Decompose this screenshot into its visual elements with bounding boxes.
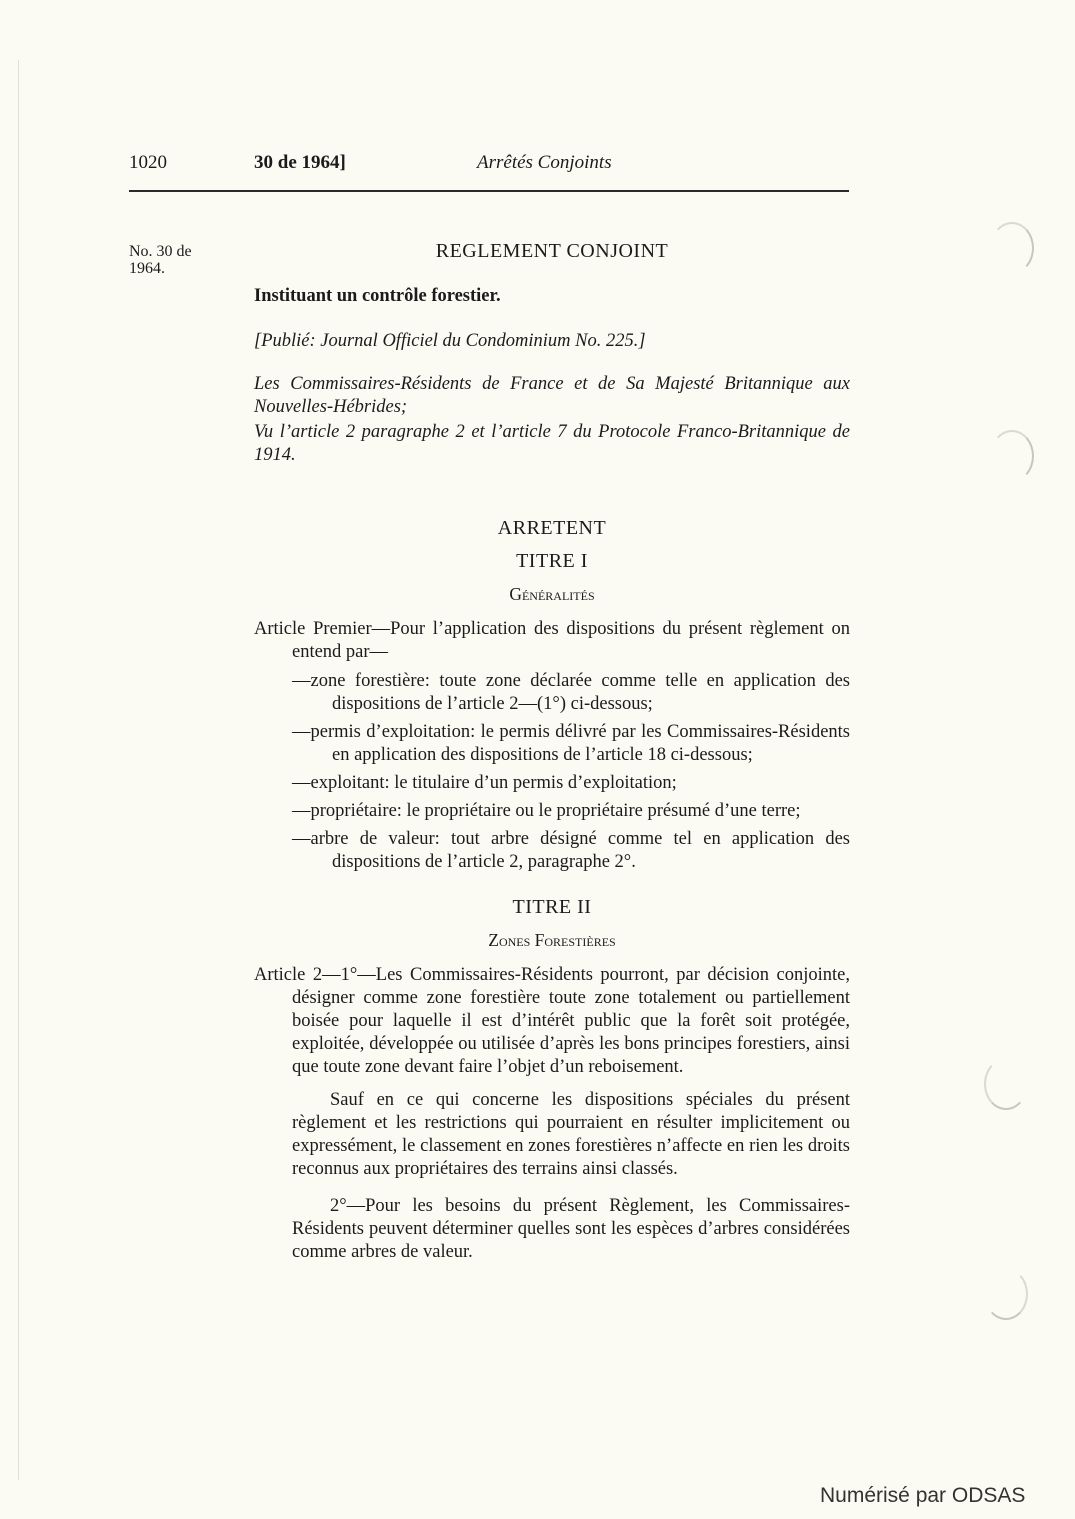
punch-hole [990, 222, 1034, 274]
preamble-text: Vu l’article 2 paragraphe 2 et l’article 7 du Protocole Franco-Britannique de 1914. [254, 422, 850, 465]
definition-item: —zone forestière: toute zone déclarée comme telle en application des dispositions de l’article 2—(1°) ci-dessous; [292, 671, 850, 714]
definition-item: —permis d’exploitation: le permis délivré par les Commissaires-Résidents en application des dispositions de l’article 18 ci-dessous; [292, 722, 850, 765]
titre-1-subheading: Généralités [509, 584, 595, 604]
header-rule [129, 190, 849, 192]
punch-hole [984, 1268, 1028, 1320]
titre-2-subheading: Zones Forestières [488, 930, 616, 950]
page-number: 1020 [129, 152, 167, 173]
header-section-title: Arrêtés Conjoints [477, 152, 612, 173]
definitions-list [254, 670, 850, 874]
titre-2-heading: TITRE II [512, 896, 592, 918]
page-edge-shadow [18, 60, 19, 1480]
document-subtitle: Instituant un contrôle forestier. [254, 286, 501, 306]
definition-item: —exploitant: le titulaire d’un permis d’exploitation; [292, 773, 677, 793]
definition-item: —propriétaire: le propriétaire ou le propriétaire présumé d’une terre; [292, 801, 801, 821]
margin-note-line: 1964. [129, 260, 165, 277]
margin-note [129, 243, 229, 277]
digitization-watermark: Numérisé par ODSAS [820, 1484, 1026, 1507]
article-2: Article 2—1°—Les Commissaires-Résidents pourront, par décision conjointe, désigner comme zone forestière toute zone totalement ou partiellement boisée pour laquelle il est d’intérêt public que la forêt soit protégée, exploitée, développée ou utilisée d’après les bons principes forestiers, ainsi que toute zone devant faire l’objet d’un reboisement. [254, 965, 850, 1077]
arretent-heading: ARRETENT [497, 517, 607, 539]
preamble-protocol [254, 421, 850, 467]
titre-1-heading: TITRE I [516, 550, 588, 572]
article-2-paragraph-2: 2°—Pour les besoins du présent Règlement, les Commissaires-Résidents peuvent déterminer quelles sont les espèces d’arbres considérées comme arbres de valeur. [292, 1196, 850, 1262]
article-2-paragraph: Sauf en ce qui concerne les dispositions spéciales du présent règlement et les restrictions qui pourraient en résulter implicitement ou expressément, le classement en zones forestières n’affecte en rien les droits reconnus aux propriétaires des terrains ainsi classés. [292, 1090, 850, 1179]
publication-note: [Publié: Journal Officiel du Condominium No. 225.] [254, 331, 646, 351]
document-title: REGLEMENT CONJOINT [435, 240, 669, 262]
punch-hole [990, 430, 1034, 482]
document-body [254, 240, 850, 1264]
article-premier: Article Premier—Pour l’application des dispositions du présent règlement on entend par— [254, 619, 850, 662]
margin-note-line: No. 30 de [129, 243, 192, 260]
header-doc-number: 30 de 1964] [254, 152, 346, 173]
preamble-text: Les Commissaires-Résidents de France et de Sa Majesté Britannique aux Nouvelles-Hébrides; [254, 374, 850, 417]
punch-hole [984, 1058, 1028, 1110]
preamble-commissioners [254, 373, 850, 419]
definition-item: —arbre de valeur: tout arbre désigné comme tel en application des dispositions de l’article 2, paragraphe 2°. [292, 829, 850, 872]
